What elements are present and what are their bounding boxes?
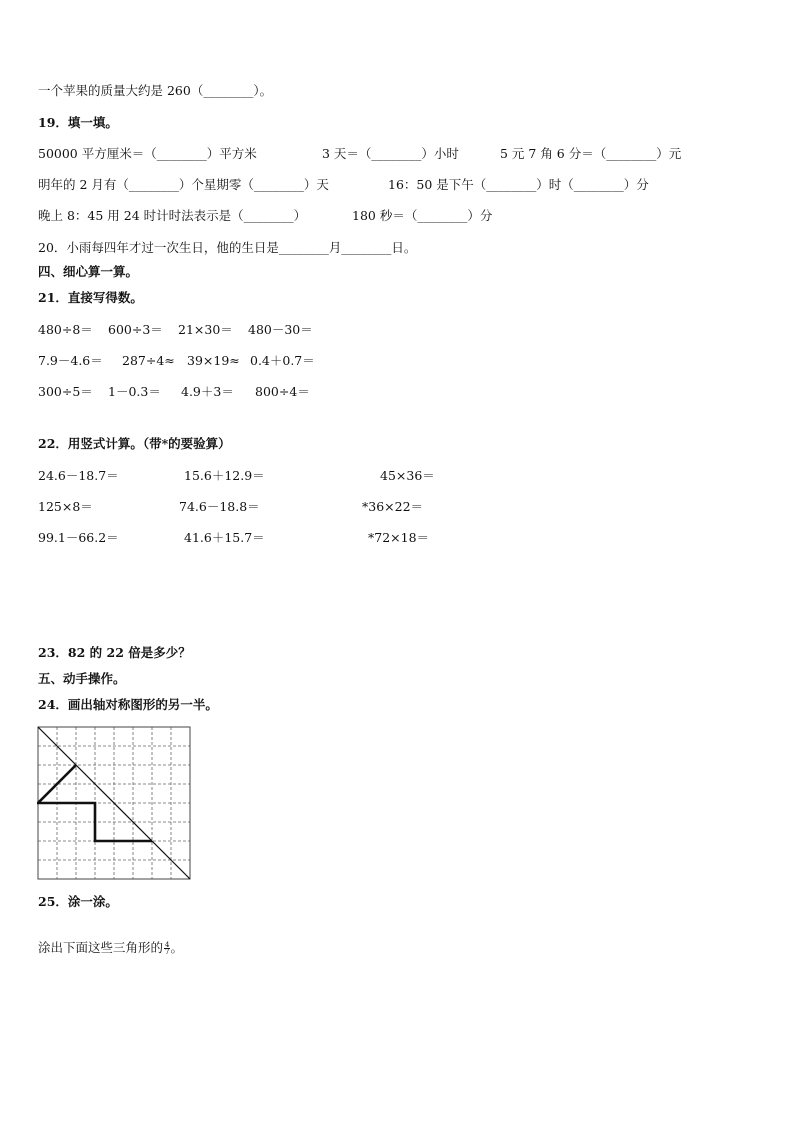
q19-item: 5 元 7 角 6 分＝（________）元 [500, 146, 682, 161]
q21-item: 1－0.3＝ [108, 384, 161, 399]
q19-title: 19．填一填。 [38, 115, 118, 130]
q22-item: *36×22＝ [362, 499, 424, 514]
q21-item: 600÷3＝ [108, 322, 163, 337]
q21-item: 480÷8＝ [38, 322, 93, 337]
q21-item: 7.9－4.6＝ [38, 353, 103, 368]
q19-item: 50000 平方厘米＝（________）平方米 [38, 146, 257, 161]
symmetry-grid-figure [37, 726, 191, 882]
q22-item: 15.6＋12.9＝ [184, 468, 265, 483]
q21-item: 39×19≈ [187, 353, 240, 368]
q22-title: 22．用竖式计算。（带*的要验算） [38, 436, 231, 451]
q25-text-body: 涂出下面这些三角形的 [38, 940, 164, 955]
q22-item: 41.6＋15.7＝ [184, 530, 265, 545]
q21-item: 21×30＝ [178, 322, 233, 337]
q22-item: 74.6－18.8＝ [179, 499, 260, 514]
q19-item: 16：50 是下午（________）时（________）分 [388, 177, 649, 192]
q22-item: *72×18＝ [368, 530, 430, 545]
q19-item: 180 秒＝（________）分 [352, 208, 493, 223]
q21-item: 800÷4＝ [255, 384, 310, 399]
section-4-title: 四、细心算一算。 [38, 264, 139, 279]
q19-item: 明年的 2 月有（________）个星期零（________）天 [38, 177, 329, 192]
q18-tail: 一个苹果的质量大约是 260（________）。 [38, 83, 273, 98]
q22-item: 99.1－66.2＝ [38, 530, 119, 545]
q21-item: 0.4＋0.7＝ [250, 353, 315, 368]
q19-item: 晚上 8：45 用 24 时计时法表示是（________） [38, 208, 307, 223]
q25-title: 25．涂一涂。 [38, 894, 118, 909]
q21-item: 4.9＋3＝ [181, 384, 234, 399]
q21-item: 287÷4≈ [122, 353, 175, 368]
q22-item: 125×8＝ [38, 499, 93, 514]
q19-item: 3 天＝（________）小时 [322, 146, 459, 161]
q21-item: 480－30＝ [248, 322, 313, 337]
fraction-numerator: 4 [165, 941, 170, 949]
q21-title: 21．直接写得数。 [38, 290, 143, 305]
q22-item: 45×36＝ [380, 468, 435, 483]
q24-title: 24．画出轴对称图形的另一半。 [38, 697, 218, 712]
q21-item: 300÷5＝ [38, 384, 93, 399]
fraction-denominator: 7 [165, 948, 170, 956]
q22-item: 24.6－18.7＝ [38, 468, 119, 483]
q25-text-end: 。 [170, 940, 183, 955]
section-5-title: 五、动手操作。 [38, 671, 126, 686]
q25-text [38, 940, 183, 956]
q20: 20．小雨每四年才过一次生日，他的生日是________月________日。 [38, 240, 417, 255]
q23: 23．82 的 22 倍是多少？ [38, 645, 191, 660]
